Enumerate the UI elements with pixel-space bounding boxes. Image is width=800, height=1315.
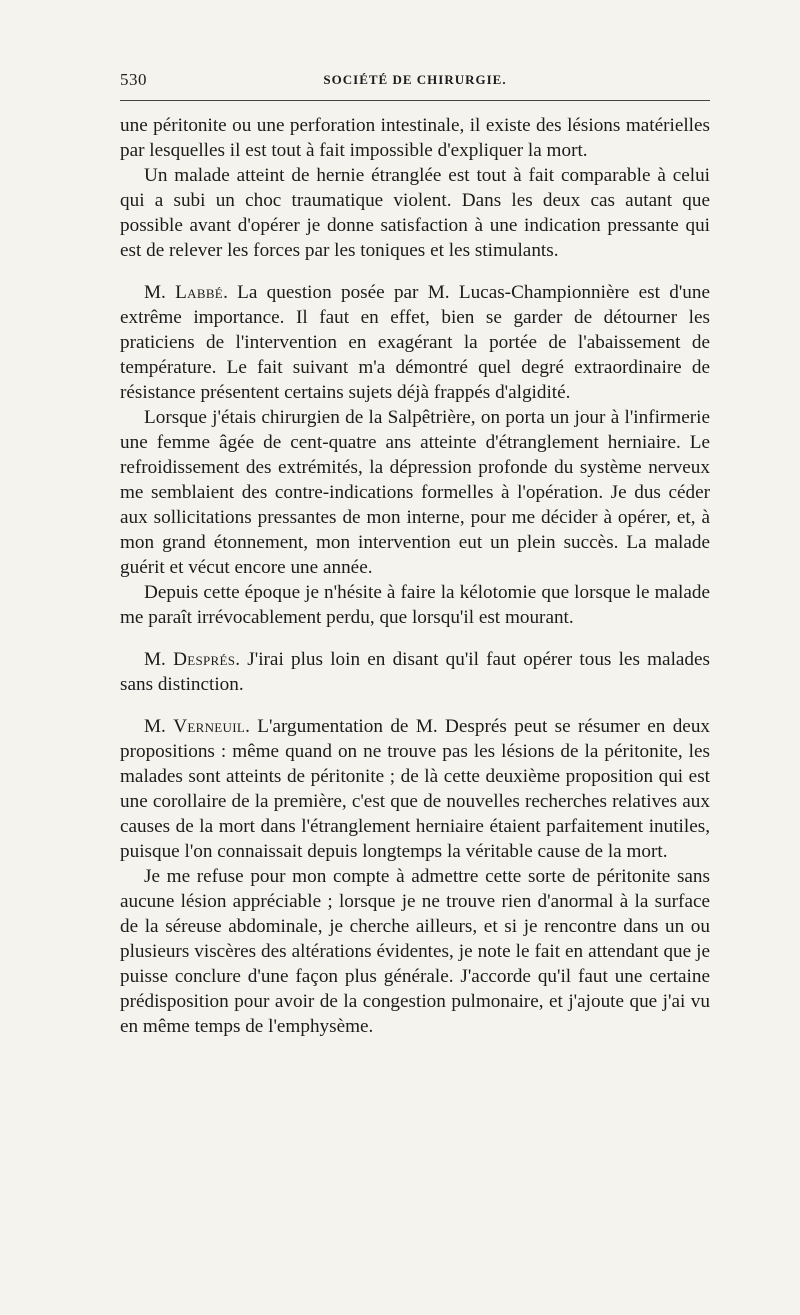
- paragraph: Depuis cette époque je n'hésite à faire la kélotomie que lorsque le malade me paraît irrévocablement perdu, que lorsqu'il est mourant.: [120, 582, 710, 628]
- page-number: 530: [120, 70, 147, 89]
- speaker-paragraph-labbe: [120, 280, 710, 405]
- speaker-name-labbe: Labbé: [175, 282, 224, 303]
- speaker-name-verneuil: Verneuil: [173, 716, 246, 737]
- paragraph: Je me refuse pour mon compte à admettre cette sorte de péritonite sans aucune lésion appréciable ; lorsque je ne trouve rien d'anormal à la surface de la séreuse abdominale, je cherche ailleurs, et si je rencontre dans un ou plusieurs viscères des altérations évidentes, je note le fait en attendant que je puisse conclure d'une façon plus générale. J'accorde qu'il faut une certaine prédisposition pour avoir de la congestion pulmonaire, et j'ajoute que j'ai vu en même temps de l'emphysème.: [120, 866, 710, 1037]
- speaker-prefix: M.: [144, 282, 176, 303]
- speaker-paragraph-verneuil: [120, 714, 710, 864]
- paragraph: Un malade atteint de hernie étranglée est tout à fait comparable à celui qui a subi un choc traumatique violent. Dans les deux cas autant que possible avant d'opérer je donne satisfaction à une indication pressante qui est de relever les forces par les toniques et les stimulants.: [120, 165, 710, 261]
- speaker-text: . La question posée par M. Lucas-Championnière est d'une extrême importance. Il faut en effet, bien se garder de détourner les praticiens de l'intervention en exagérant la portée de l'abaissement de température. Le fait suivant m'a démontré quel degré extraordinaire de résistance présentent certains sujets déjà frappés d'algidité.: [120, 282, 711, 403]
- paragraph: Lorsque j'étais chirurgien de la Salpêtrière, on porta un jour à l'infirmerie une femme âgée de cent-quatre ans atteinte d'étranglement herniaire. Le refroidissement des extrémités, la dépression profonde du système nerveux me semblaient des contre-indications formelles à l'opération. Je dus céder aux sollicitations pressantes de mon interne, pour me décider à opérer, et, à mon grand étonnement, mon intervention eut un plein succès. La malade guérit et vécut encore une année.: [120, 407, 710, 578]
- speaker-text: . J'irai plus loin en disant qu'il faut opérer tous les malades sans distinction.: [120, 649, 710, 695]
- speaker-prefix: M.: [144, 649, 174, 670]
- speaker-paragraph-despres: [120, 647, 710, 697]
- body-text: [120, 113, 710, 1039]
- speaker-text: . L'argumentation de M. Després peut se résumer en deux propositions : même quand on ne trouve pas les lésions de la péritonite, les malades sont atteints de péritonite ; de là cette deuxième proposition qui est une corollaire de la première, c'est que de nouvelles recherches relatives aux causes de la mort dans l'étranglement herniaire étaient parfaitement inutiles, puisque l'on connaissait depuis longtemps la véritable cause de la mort.: [120, 716, 711, 862]
- speaker-name-despres: Després: [173, 649, 236, 670]
- speaker-prefix: M.: [144, 716, 174, 737]
- header-rule: [120, 100, 710, 101]
- page-header: [120, 70, 710, 96]
- running-head: SOCIÉTÉ DE CHIRURGIE.: [323, 72, 507, 87]
- paragraph-continuation: une péritonite ou une perforation intestinale, il existe des lésions matérielles par lesquelles il est tout à fait impossible d'expliquer la mort.: [120, 115, 710, 161]
